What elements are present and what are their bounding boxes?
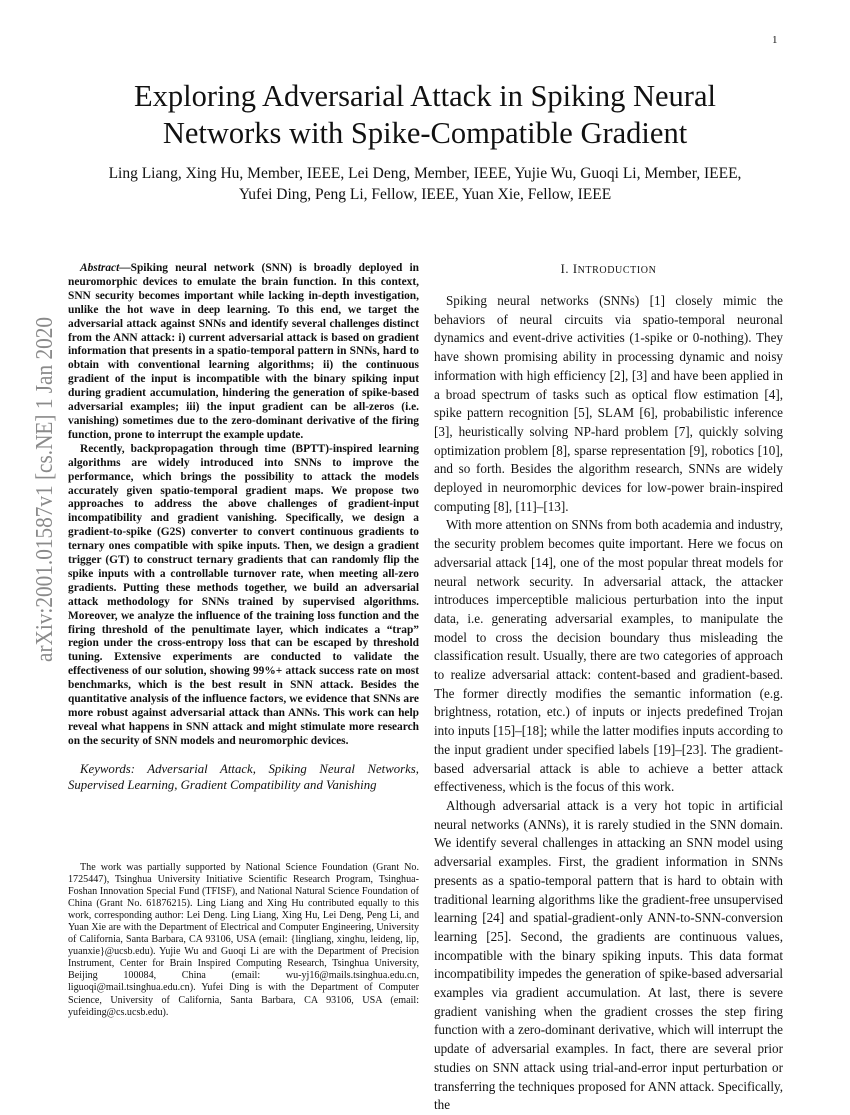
introduction-body bbox=[434, 292, 783, 1115]
paper-title-line-2: Networks with Spike-Compatible Gradient bbox=[162, 116, 688, 150]
keywords bbox=[68, 761, 419, 793]
funding-affiliation-footnote: The work was partially supported by National Science Foundation (Grant No. 1725447), Tsinghua University Initiative Scientific Research Program, Tsinghua-Foshan Innovation Special Fund (TFISF), and National Natural Science Foundation of China (Grant No. 61876215). Ling Liang and Xing Hu contributed equally to this work, corresponding author: Lei Deng. Ling Liang, Xing Hu, Lei Deng, Peng Li, and Yuan Xie are with the Department of Electrical and Computer Engineering, University of California, Santa Barbara, CA 93106, USA (email: {lingliang, xinghu, leideng, lip, yuanxie}@ucsb.edu). Yujie Wu and Guoqi Li are with the Department of Precision Instrument, Center for Brain Inspired Computing Research, Tsinghua University, Beijing 100084, China (email: wu-yj16@mails.tsinghua.edu.cn, liguoqi@mail.tsinghua.edu.cn). Yufei Ding is with the Department of Computer Science, University of California, Santa Barbara, CA 93106, USA (email: yufeiding@cs.ucsb.edu). bbox=[68, 862, 419, 1018]
abstract bbox=[68, 262, 419, 749]
intro-paragraph-1: Spiking neural networks (SNNs) [1] closely mimic the behaviors of neural circuits via spatio-temporal neuronal dynamics and event-drive activities (1-spike or 0-nothing). They have shown promising ability in processing dynamic and noisy information with high efficiency [2], [3] and have been applied in a broad spectrum of tasks such as optical flow estimation [4], spike pattern recognition [5], SLAM [6], probabilistic inference [3], heuristically solving NP-hard problem [7], quickly solving optimization problem [8], sparse representation [9], robotics [10], and so forth. Besides the algorithm research, SNNs are widely deployed in neuromorphic devices for low-power brain-inspired computing [8], [11]–[13]. bbox=[434, 293, 783, 514]
intro-paragraph-3: Although adversarial attack is a very hot topic in artificial neural networks (ANNs), it is rarely studied in the SNN domain. We identify several challenges in attacking an SNN model using adversarial examples. First, the gradient information in SNNs presents as a spatio-temporal pattern that is hard to obtain with traditional learning algorithms like the gradient-free unsupervised learning [24] and spatial-gradient-only ANN-to-SNN-conversion learning [25]. Second, the gradients are continuous values, incompatible with the binary spiking inputs. This data format incompatibility impedes the generation of spike-based adversarial examples via gradient accumulation. At last, there is severe gradient vanishing when the gradient crosses the step firing function with a zero-dominant derivative, which will interrupt the update of adversarial examples. In fact, there are several prior studies on SNN attack using trial-and-error input perturbation or transferring the techniques proposed for ANN attack. Specifically, the bbox=[434, 797, 783, 1113]
section-title-initial: I bbox=[572, 262, 578, 276]
keywords-text: Adversarial Attack, Spiking Neural Networks, Supervised Learning, Gradient Compatibility and Vanishing bbox=[68, 761, 419, 792]
section-title-rest: NTRODUCTION bbox=[577, 265, 657, 276]
page-number: 1 bbox=[772, 34, 778, 46]
arxiv-identifier: arXiv:2001.01587v1 [cs.NE] 1 Jan 2020 bbox=[32, 310, 58, 662]
keywords-label: Keywords: bbox=[80, 761, 135, 776]
right-column bbox=[434, 262, 783, 1115]
arxiv-identifier-stamp bbox=[8, 310, 68, 670]
author-list-line-1: Ling Liang, Xing Hu, Member, IEEE, Lei Deng, Member, IEEE, Yujie Wu, Guoqi Li, Member, IEEE, bbox=[108, 165, 742, 182]
section-heading-introduction bbox=[434, 262, 783, 277]
intro-paragraph-2: With more attention on SNNs from both academia and industry, the security problem becomes quite important. Here we focus on adversarial attack [14], one of the most popular threat models for neural network security. In adversarial attack, the attacker introduces imperceptible malicious perturbation into the input data, i.e. generating adversarial examples, to manipulate the model to cross the decision boundary thus misleading the classification result. Usually, there are two categories of approach to realize adversarial attack: content-based and gradient-based. The former directly modifies the semantic information (e.g. brightness, rotation, etc.) of inputs or injects predefined Trojan into inputs [15]–[18]; while the latter modifies inputs according to the input gradient under specified labels [19]–[23]. The gradient-based adversarial attack is able to achieve a better attack effectiveness, which is the focus of this work. bbox=[434, 517, 783, 795]
abstract-label: Abstract bbox=[80, 262, 120, 274]
author-list bbox=[0, 163, 850, 205]
left-column bbox=[68, 262, 419, 793]
abstract-paragraph-2: Recently, backpropagation through time (BPTT)-inspired learning algorithms are widely introduced into SNNs to improve the performance, which brings the possibility to attack the models accurately given spatio-temporal gradient maps. We propose two approaches to address the above challenges of gradient-input incompatibility and gradient vanishing. Specifically, we design a gradient-to-spike (G2S) converter to convert continuous gradients to ternary ones compatible with spike inputs. Then, we design a gradient trigger (GT) to construct ternary gradients that can randomly flip the spike inputs with a controllable turnover rate, when meeting all-zero gradients. Putting these methods together, we build an adversarial attack methodology for SNNs trained by supervised algorithms. Moreover, we analyze the influence of the training loss function and the firing threshold of the penultimate layer, which indicates a “trap” region under the cross-entropy loss that can be escaped by threshold tuning. Extensive experiments are conducted to validate the effectiveness of our solution, showing 99%+ attack success rate on most benchmarks, which is the best result in SNN attack. Besides the quantitative analysis of the influence factors, we evidence that SNNs are more robust against adversarial attack than ANNs. This work can help reveal what happens in SNN attack and might stimulate more research on the security of SNN models and neuromorphic devices. bbox=[68, 442, 419, 747]
author-list-line-2: Yufei Ding, Peng Li, Fellow, IEEE, Yuan Xie, Fellow, IEEE bbox=[238, 186, 612, 203]
abstract-text-1: —Spiking neural network (SNN) is broadly deployed in neuromorphic devices to emulate the brain function. In this context, SNN security becomes important while lacking in-depth investigation, unlike the hot wave in deep learning. To this end, we target the adversarial attack against SNNs and identify several challenges distinct from the ANN attack: i) current adversarial attack is based on gradient information that presents in a spatio-temporal pattern in SNNs, hard to obtain with conventional learning algorithms; ii) the continuous gradient of the input is incompatible with the binary spiking input during gradient accumulation, hindering the generation of spike-based adversarial examples; iii) the input gradient can be all-zeros (i.e. vanishing) sometimes due to the zero-dominant derivative of the firing function, prone to interrupt the example update. bbox=[68, 262, 419, 441]
paper-title-line-1: Exploring Adversarial Attack in Spiking Neural bbox=[134, 79, 716, 113]
abstract-paragraph-1 bbox=[68, 262, 419, 443]
section-numeral: I. bbox=[560, 262, 573, 276]
paper-title bbox=[0, 78, 850, 152]
